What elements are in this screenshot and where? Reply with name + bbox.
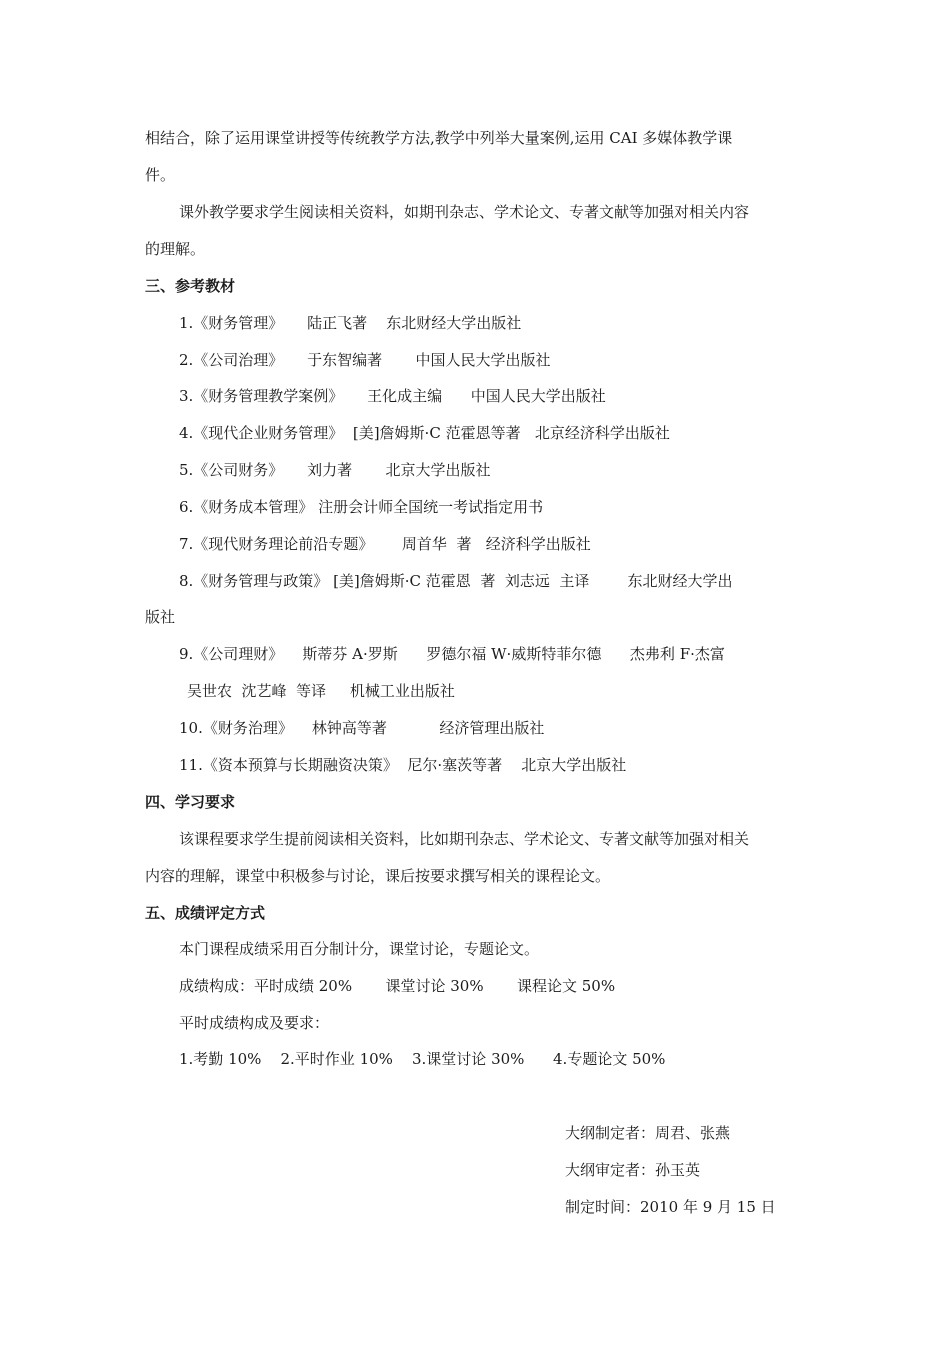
reference-item: 4.《现代企业财务管理》 [美]詹姆斯·C 范霍恩等著 北京经济科学出版社: [179, 424, 670, 442]
reference-item: 10.《财务治理》 林钟高等著 经济管理出版社: [179, 719, 545, 737]
intro-line-1: 相结合，除了运用课堂讲授等传统教学方法,教学中列举大量案例,运用 CAI 多媒体教学课: [145, 129, 733, 147]
grading-line-2: 成绩构成：平时成绩 20% 课堂讨论 30% 课程论文 50%: [179, 977, 616, 995]
outline-date: 制定时间：2010 年 9 月 15 日: [565, 1198, 776, 1216]
reference-item: 2.《公司治理》 于东智编著 中国人民大学出版社: [179, 351, 551, 369]
grading-line-3: 平时成绩构成及要求：: [179, 1014, 330, 1032]
reference-item: 9.《公司理财》 斯蒂芬 A·罗斯 罗德尔福 W·威斯特菲尔德 杰弗利 F·杰富: [179, 645, 725, 663]
outline-maker: 大纲制定者：周君、张燕: [565, 1124, 731, 1142]
section-heading-references: 三、参考教材: [145, 277, 236, 295]
reference-item: 3.《财务管理教学案例》 王化成主编 中国人民大学出版社: [179, 387, 606, 405]
reference-item-continued: 版社: [145, 608, 176, 626]
reference-item: 6.《财务成本管理》 注册会计师全国统一考试指定用书: [179, 498, 544, 516]
section-heading-grading: 五、成绩评定方式: [145, 904, 266, 922]
grading-line-1: 本门课程成绩采用百分制计分，课堂讨论，专题论文。: [179, 940, 540, 958]
reference-item-continued: 吴世农 沈艺峰 等译 机械工业出版社: [187, 682, 455, 700]
requirements-line-1: 该课程要求学生提前阅读相关资料，比如期刊杂志、学术论文、专著文献等加强对相关: [179, 830, 750, 848]
requirements-line-2: 内容的理解，课堂中积极参与讨论，课后按要求撰写相关的课程论文。: [145, 867, 611, 885]
outline-reviewer: 大纲审定者：孙玉英: [565, 1161, 701, 1179]
intro-line-4: 的理解。: [145, 240, 206, 258]
intro-line-3: 课外教学要求学生阅读相关资料，如期刊杂志、学术论文、专著文献等加强对相关内容: [179, 203, 750, 221]
reference-item: 11.《资本预算与长期融资决策》 尼尔·塞茨等著 北京大学出版社: [179, 756, 627, 774]
intro-line-2: 件。: [145, 166, 176, 184]
reference-item: 8.《财务管理与政策》 [美]詹姆斯·C 范霍恩 著 刘志远 主译 东北财经大学出: [179, 572, 733, 590]
grading-line-4: 1.考勤 10% 2.平时作业 10% 3.课堂讨论 30% 4.专题论文 50%: [179, 1050, 666, 1068]
reference-item: 7.《现代财务理论前沿专题》 周首华 著 经济科学出版社: [179, 535, 591, 553]
reference-item: 1.《财务管理》 陆正飞著 东北财经大学出版社: [179, 314, 522, 332]
section-heading-requirements: 四、学习要求: [145, 793, 236, 811]
reference-item: 5.《公司财务》 刘力著 北京大学出版社: [179, 461, 491, 479]
